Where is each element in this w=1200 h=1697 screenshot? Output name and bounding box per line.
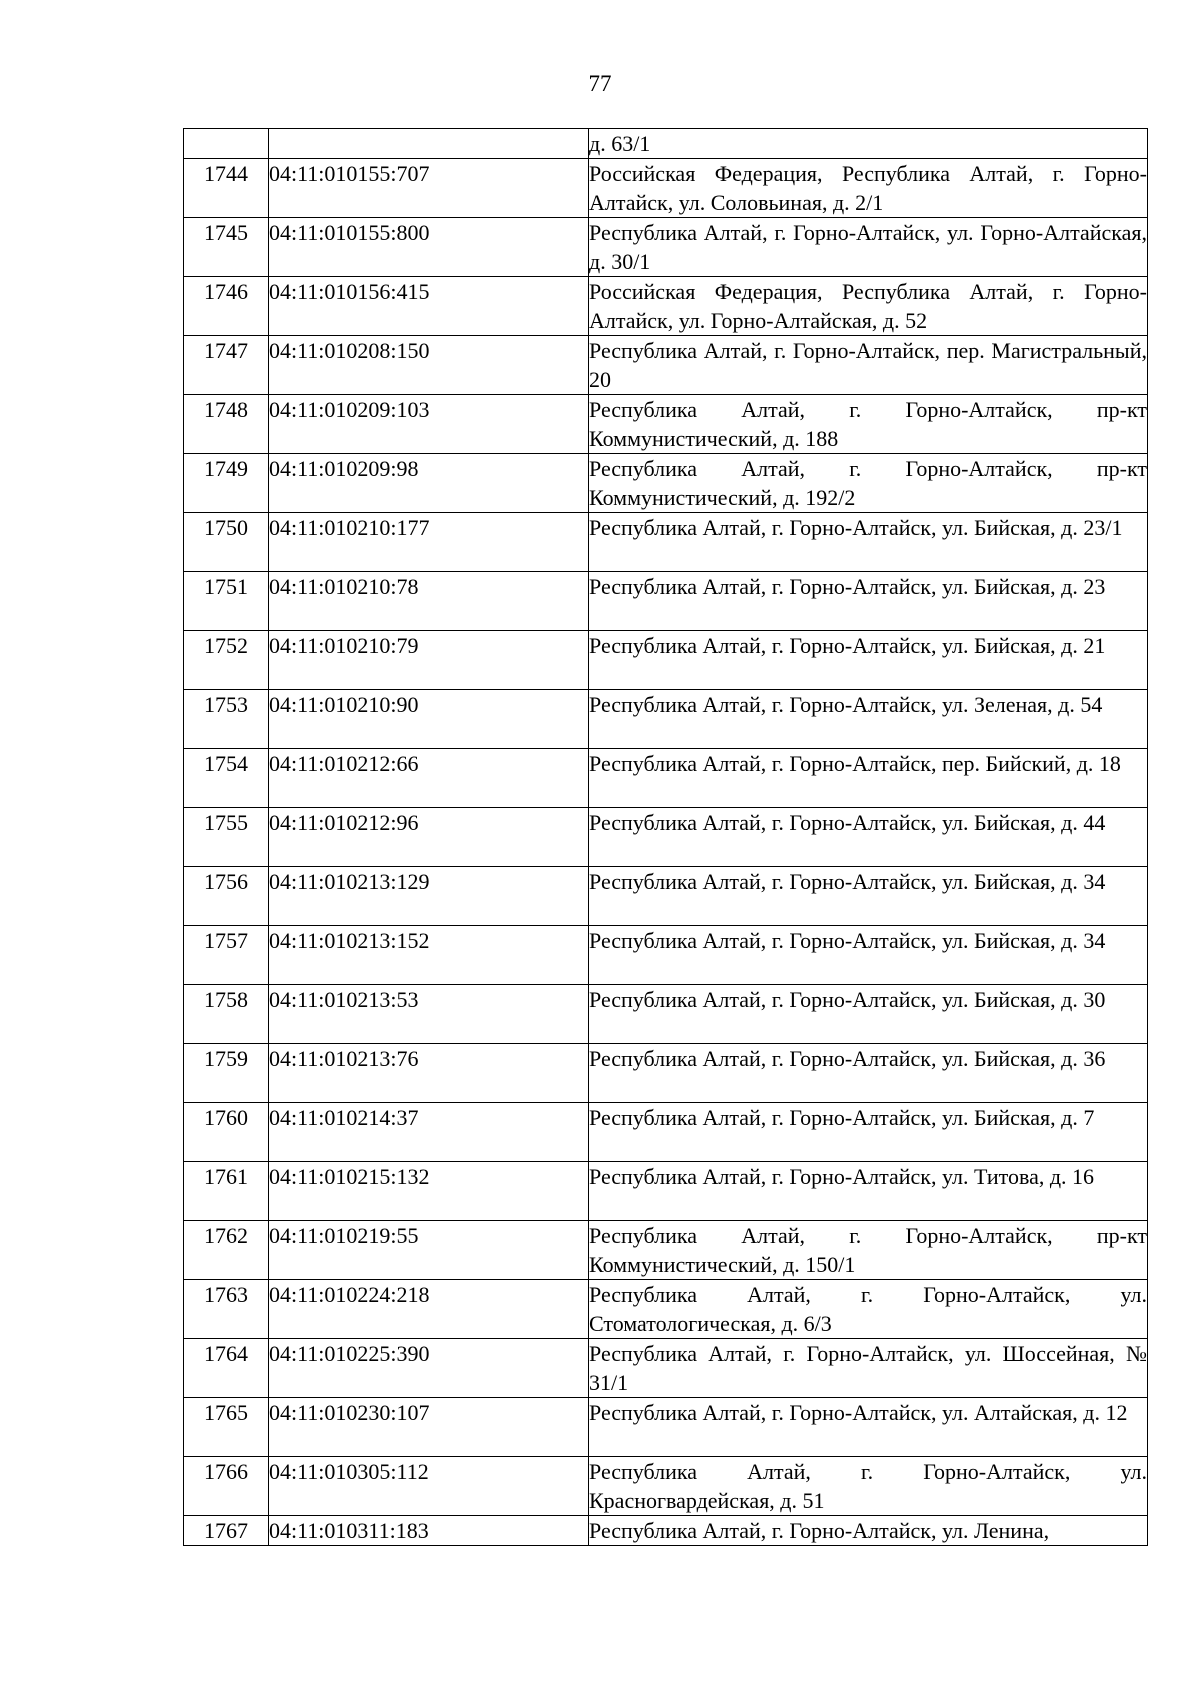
address-cell: Республика Алтай, г. Горно-Алтайск, ул. Бийская, д. 30 [589, 985, 1148, 1044]
page-number: 77 [588, 71, 612, 96]
row-number-cell: 1759 [184, 1044, 269, 1103]
registry-table [183, 128, 1148, 1546]
row-number-cell: 1765 [184, 1398, 269, 1457]
cadastral-number-cell: 04:11:010209:98 [269, 454, 589, 513]
cadastral-number-cell [269, 129, 589, 159]
cadastral-number-cell: 04:11:010155:800 [269, 218, 589, 277]
table-row [184, 867, 1148, 926]
cadastral-number-cell: 04:11:010212:66 [269, 749, 589, 808]
table-row [184, 1044, 1148, 1103]
table-row [184, 1516, 1148, 1546]
row-number-cell: 1751 [184, 572, 269, 631]
row-number-cell: 1746 [184, 277, 269, 336]
row-number-cell: 1744 [184, 159, 269, 218]
cadastral-number-cell: 04:11:010224:218 [269, 1280, 589, 1339]
cadastral-number-cell: 04:11:010214:37 [269, 1103, 589, 1162]
address-cell: Российская Федерация, Республика Алтай, г. Горно-Алтайск, ул. Соловьиная, д. 2/1 [589, 159, 1148, 218]
address-cell: Республика Алтай, г. Горно-Алтайск, ул. Стоматологическая, д. 6/3 [589, 1280, 1148, 1339]
row-number-cell: 1756 [184, 867, 269, 926]
table-row [184, 749, 1148, 808]
address-cell: Республика Алтай, г. Горно-Алтайск, пр-кт Коммунистический, д. 150/1 [589, 1221, 1148, 1280]
table-row [184, 1162, 1148, 1221]
row-number-cell: 1755 [184, 808, 269, 867]
cadastral-number-cell: 04:11:010213:129 [269, 867, 589, 926]
row-number-cell: 1752 [184, 631, 269, 690]
row-number-cell: 1767 [184, 1516, 269, 1546]
cadastral-number-cell: 04:11:010155:707 [269, 159, 589, 218]
table-row [184, 454, 1148, 513]
address-cell: Республика Алтай, г. Горно-Алтайск, ул. Бийская, д. 23/1 [589, 513, 1148, 572]
address-cell: Республика Алтай, г. Горно-Алтайск, ул. Алтайская, д. 12 [589, 1398, 1148, 1457]
cadastral-number-cell: 04:11:010213:76 [269, 1044, 589, 1103]
table-row [184, 1103, 1148, 1162]
row-number-cell: 1753 [184, 690, 269, 749]
table-row [184, 395, 1148, 454]
registry-table-body [184, 129, 1148, 1546]
cadastral-number-cell: 04:11:010305:112 [269, 1457, 589, 1516]
address-cell: Республика Алтай, г. Горно-Алтайск, ул. Красногвардейская, д. 51 [589, 1457, 1148, 1516]
address-cell: Республика Алтай, г. Горно-Алтайск, ул. Бийская, д. 21 [589, 631, 1148, 690]
address-cell: Республика Алтай, г. Горно-Алтайск, ул. Титова, д. 16 [589, 1162, 1148, 1221]
row-number-cell: 1749 [184, 454, 269, 513]
table-row [184, 1457, 1148, 1516]
row-number-cell: 1757 [184, 926, 269, 985]
cadastral-number-cell: 04:11:010219:55 [269, 1221, 589, 1280]
address-cell: Республика Алтай, г. Горно-Алтайск, пр-кт Коммунистический, д. 192/2 [589, 454, 1148, 513]
address-cell: Республика Алтай, г. Горно-Алтайск, ул. Шоссейная, № 31/1 [589, 1339, 1148, 1398]
cadastral-number-cell: 04:11:010210:78 [269, 572, 589, 631]
address-cell: Республика Алтай, г. Горно-Алтайск, ул. Бийская, д. 34 [589, 867, 1148, 926]
row-number-cell: 1750 [184, 513, 269, 572]
cadastral-number-cell: 04:11:010208:150 [269, 336, 589, 395]
table-row [184, 690, 1148, 749]
table-row [184, 336, 1148, 395]
address-cell: Республика Алтай, г. Горно-Алтайск, пер. Бийский, д. 18 [589, 749, 1148, 808]
row-number-cell: 1761 [184, 1162, 269, 1221]
table-row [184, 1398, 1148, 1457]
cadastral-number-cell: 04:11:010213:53 [269, 985, 589, 1044]
address-cell: д. 63/1 [589, 129, 1148, 159]
address-cell: Республика Алтай, г. Горно-Алтайск, ул. Бийская, д. 23 [589, 572, 1148, 631]
table-row [184, 159, 1148, 218]
table-row [184, 1221, 1148, 1280]
row-number-cell: 1748 [184, 395, 269, 454]
row-number-cell: 1762 [184, 1221, 269, 1280]
cadastral-number-cell: 04:11:010215:132 [269, 1162, 589, 1221]
table-row [184, 808, 1148, 867]
table-row [184, 1339, 1148, 1398]
cadastral-number-cell: 04:11:010210:177 [269, 513, 589, 572]
address-cell: Российская Федерация, Республика Алтай, г. Горно-Алтайск, ул. Горно-Алтайская, д. 52 [589, 277, 1148, 336]
row-number-cell: 1758 [184, 985, 269, 1044]
address-cell: Республика Алтай, г. Горно-Алтайск, ул. Бийская, д. 7 [589, 1103, 1148, 1162]
cadastral-number-cell: 04:11:010212:96 [269, 808, 589, 867]
table-row [184, 572, 1148, 631]
table-row [184, 631, 1148, 690]
table-row [184, 129, 1148, 159]
table-row [184, 277, 1148, 336]
row-number-cell: 1760 [184, 1103, 269, 1162]
row-number-cell: 1763 [184, 1280, 269, 1339]
cadastral-number-cell: 04:11:010210:79 [269, 631, 589, 690]
cadastral-number-cell: 04:11:010156:415 [269, 277, 589, 336]
address-cell: Республика Алтай, г. Горно-Алтайск, ул. Зеленая, д. 54 [589, 690, 1148, 749]
table-row [184, 513, 1148, 572]
address-cell: Республика Алтай, г. Горно-Алтайск, ул. Бийская, д. 34 [589, 926, 1148, 985]
address-cell: Республика Алтай, г. Горно-Алтайск, ул. Горно-Алтайская, д. 30/1 [589, 218, 1148, 277]
row-number-cell [184, 129, 269, 159]
cadastral-number-cell: 04:11:010225:390 [269, 1339, 589, 1398]
table-row [184, 218, 1148, 277]
row-number-cell: 1764 [184, 1339, 269, 1398]
address-cell: Республика Алтай, г. Горно-Алтайск, ул. Бийская, д. 44 [589, 808, 1148, 867]
address-cell: Республика Алтай, г. Горно-Алтайск, ул. Бийская, д. 36 [589, 1044, 1148, 1103]
address-cell: Республика Алтай, г. Горно-Алтайск, ул. Ленина, [589, 1516, 1148, 1546]
row-number-cell: 1754 [184, 749, 269, 808]
cadastral-number-cell: 04:11:010209:103 [269, 395, 589, 454]
cadastral-number-cell: 04:11:010311:183 [269, 1516, 589, 1546]
address-cell: Республика Алтай, г. Горно-Алтайск, пр-кт Коммунистический, д. 188 [589, 395, 1148, 454]
table-row [184, 985, 1148, 1044]
cadastral-number-cell: 04:11:010230:107 [269, 1398, 589, 1457]
cadastral-number-cell: 04:11:010210:90 [269, 690, 589, 749]
row-number-cell: 1766 [184, 1457, 269, 1516]
table-row [184, 1280, 1148, 1339]
row-number-cell: 1745 [184, 218, 269, 277]
table-row [184, 926, 1148, 985]
row-number-cell: 1747 [184, 336, 269, 395]
cadastral-number-cell: 04:11:010213:152 [269, 926, 589, 985]
address-cell: Республика Алтай, г. Горно-Алтайск, пер. Магистральный, 20 [589, 336, 1148, 395]
